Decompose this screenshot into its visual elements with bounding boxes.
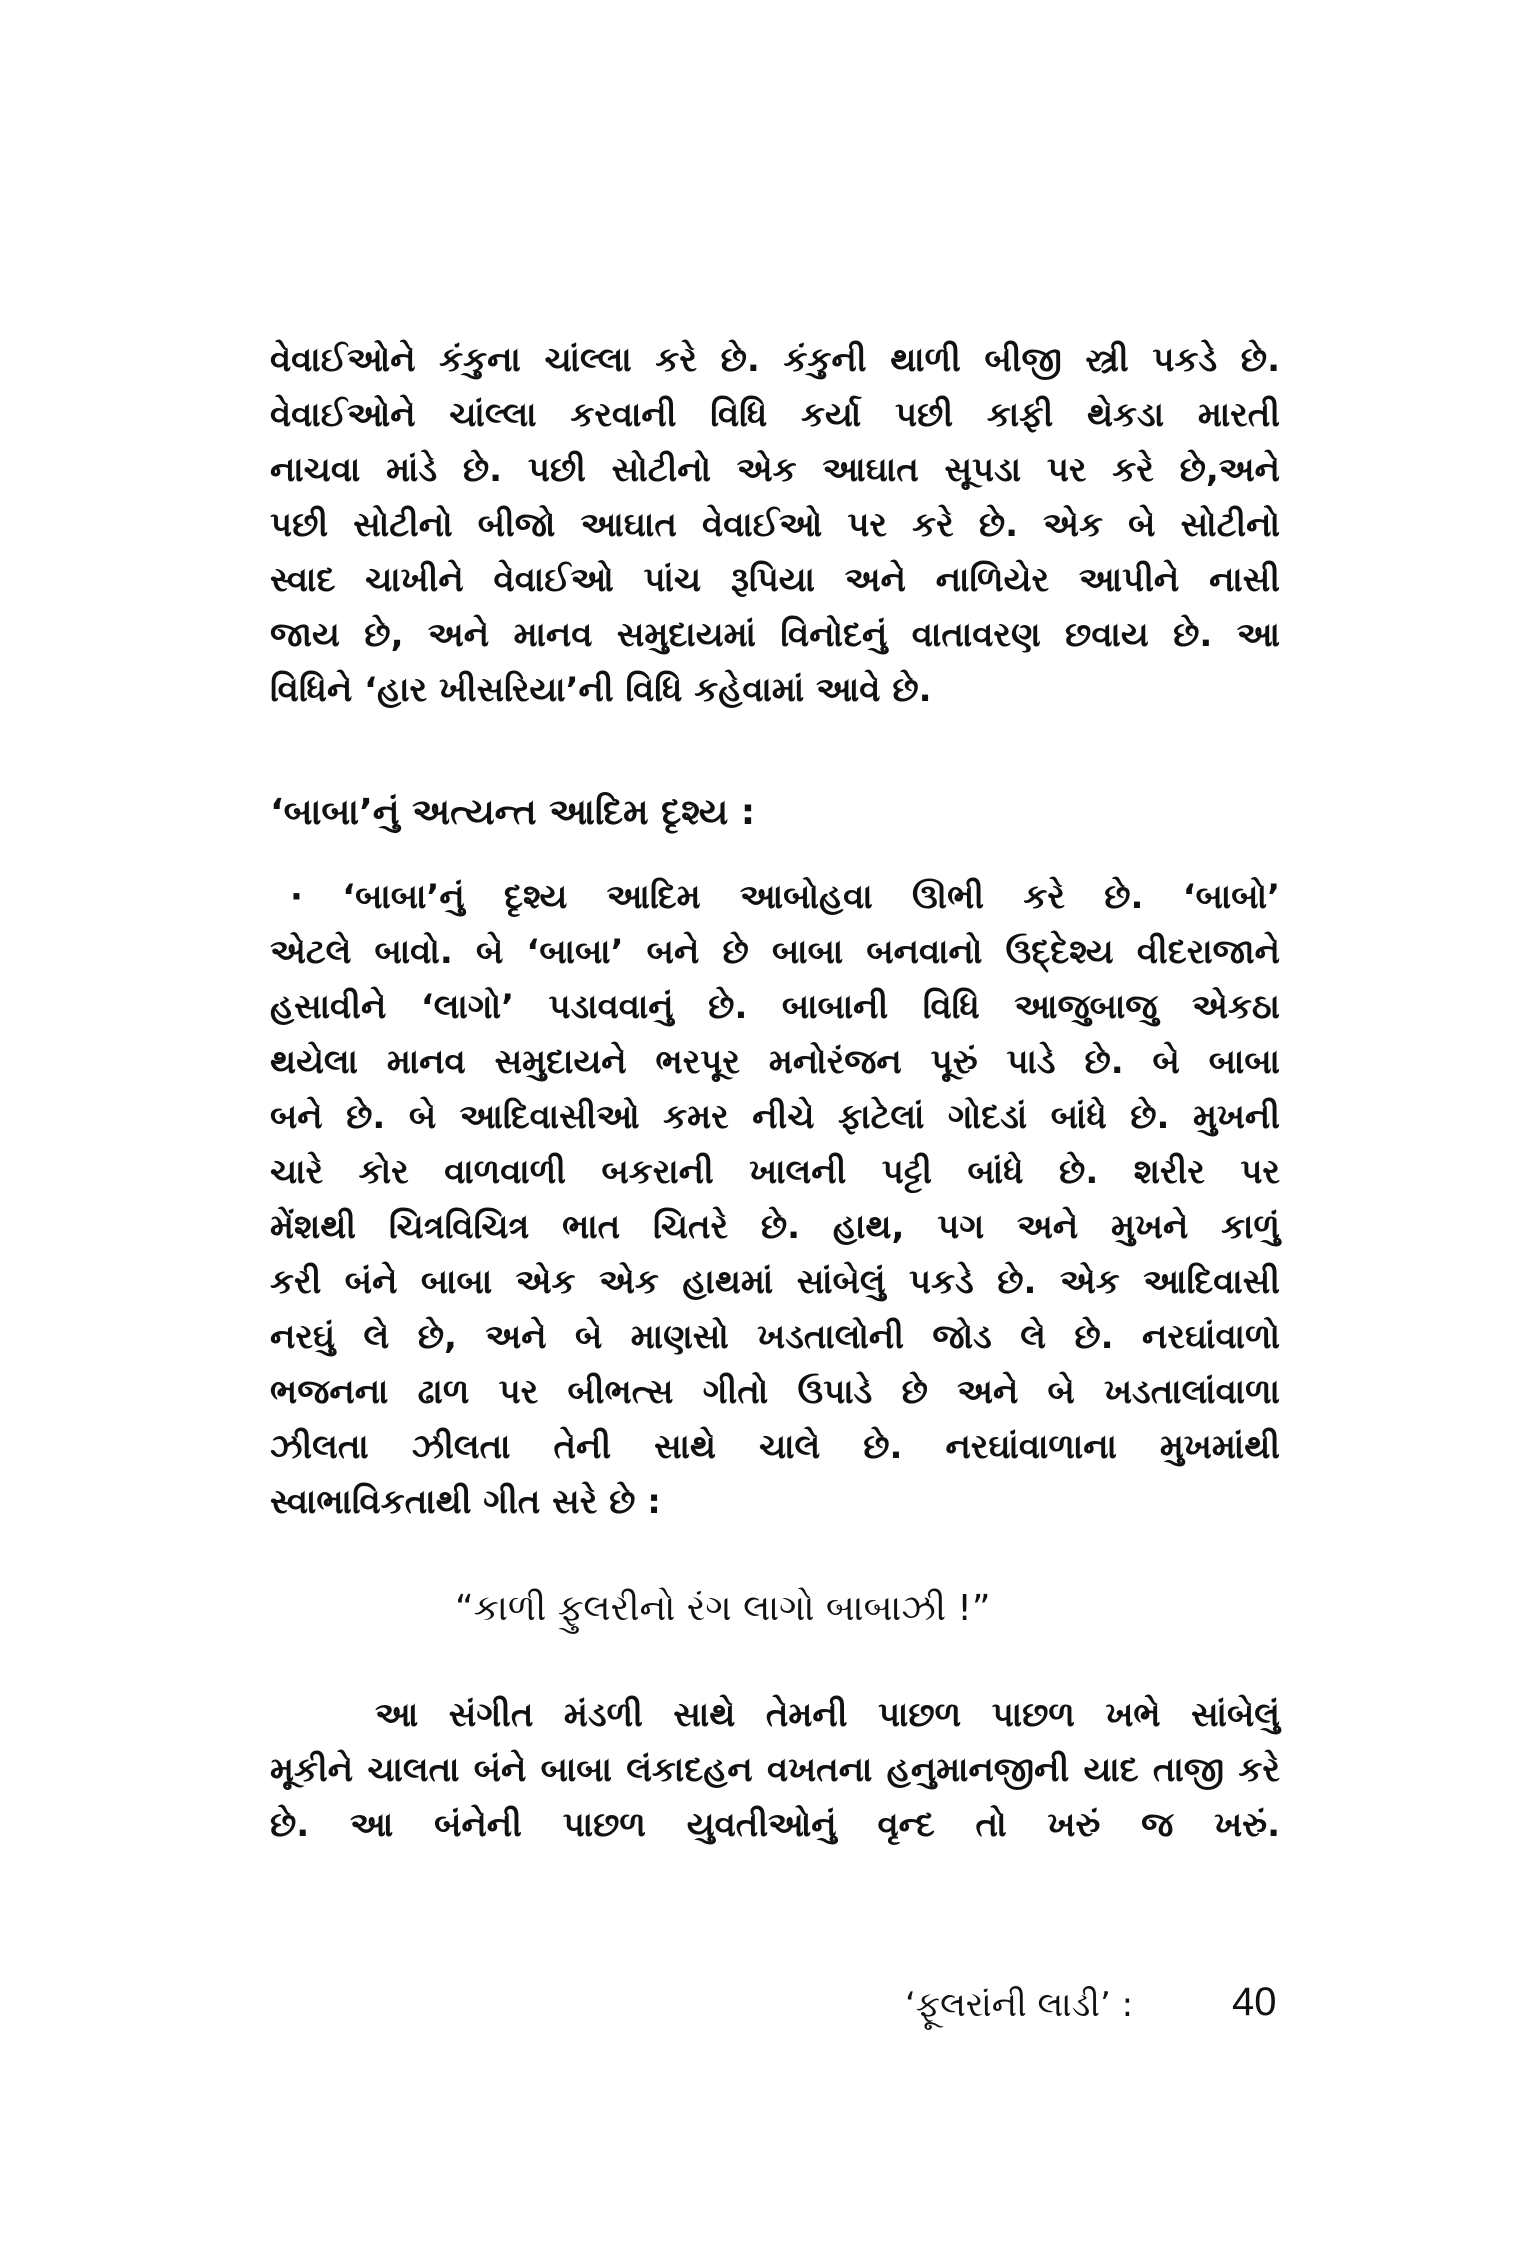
paragraph-1-line-6: જાય છે, અને માનવ સમુદાયમાં વિનોદનું વાતાવરણ છવાય છે. આ — [270, 615, 1280, 655]
page-number: 40 — [1232, 1980, 1277, 2024]
paragraph-2-line-9: નરઘું લે છે, અને બે માણસો ખડતાલોની જોડ લે છે. નરઘાંવાળો — [270, 1317, 1280, 1357]
paragraph-1-line-1: વેવાઈઓને કંકુના ચાંલ્લા કરે છે. કંકુની થાળી બીજી સ્ત્રી પકડે છે. — [270, 340, 1280, 380]
paragraph-2-line-6: ચારે કોર વાળવાળી બકરાની ખાલની પટ્ટી બાંધે છે. શરીર પર — [270, 1152, 1280, 1192]
paragraph-2-line-5: બને છે. બે આદિવાસીઓ કમર નીચે ફાટેલાં ગોદડાં બાંધે છે. મુખની — [270, 1097, 1280, 1137]
paragraph-2-line-2: એટલે બાવો. બે ‘બાબા’ બને છે બાબા બનવાનો ઉદ્દેશ્ય વીદરાજાને — [270, 932, 1280, 972]
paragraph-1-line-4: પછી સોટીનો બીજો આઘાત વેવાઈઓ પર કરે છે. એક બે સોટીનો — [270, 505, 1280, 545]
paragraph-2-line-12: સ્વાભાવિકતાથી ગીત સરે છે : — [270, 1482, 661, 1522]
paragraph-2-line-11: ઝીલતા ઝીલતા તેની સાથે ચાલે છે. નરઘાંવાળાના મુખમાંથી — [270, 1427, 1280, 1467]
paragraph-2-line-4: થયેલા માનવ સમુદાયને ભરપૂર મનોરંજન પૂરું પાડે છે. બે બાબા — [270, 1042, 1280, 1082]
section-heading: ‘બાબા’નું અત્યન્ત આદિમ દૃશ્ય : — [270, 792, 756, 833]
paragraph-3-line-2: મૂકીને ચાલતા બંને બાબા લંકાદહન વખતના હનુમાનજીની યાદ તાજી કરે — [270, 1750, 1280, 1790]
paragraph-2-line-7: મેંશથી ચિત્રવિચિત્ર ભાત ચિતરે છે. હાથ, પગ અને મુખને કાળું — [270, 1207, 1280, 1247]
paragraph-2-line-1: · ‘બાબા’નું દૃશ્ય આદિમ આબોહવા ઊભી કરે છે. ‘બાબો’ — [290, 877, 1280, 917]
paragraph-1-line-2: વેવાઈઓને ચાંલ્લા કરવાની વિધિ કર્યા પછી કાફી થેકડા મારતી — [270, 395, 1280, 435]
paragraph-1-line-5: સ્વાદ ચાખીને વેવાઈઓ પાંચ રૂપિયા અને નાળિયેર આપીને નાસી — [270, 560, 1280, 600]
paragraph-1-line-7: વિધિને ‘હાર ખીસરિયા’ની વિધિ કહેવામાં આવે છે. — [270, 670, 932, 710]
song-quote: “કાળી ફુલરીનો રંગ લાગો બાબાઝી !” — [455, 1588, 991, 1629]
paragraph-2-line-3: હસાવીને ‘લાગો’ પડાવવાનું છે. બાબાની વિધિ આજુબાજુ એકઠા — [270, 987, 1280, 1027]
paragraph-2-line-8: કરી બંને બાબા એક એક હાથમાં સાંબેલું પકડે છે. એક આદિવાસી — [270, 1262, 1280, 1302]
paragraph-3-line-1: આ સંગીત મંડળી સાથે તેમની પાછળ પાછળ ખભે સાંબેલું — [375, 1695, 1280, 1735]
paragraph-2-line-10: ભજનના ઢાળ પર બીભત્સ ગીતો ઉપાડે છે અને બે ખડતાલાંવાળા — [270, 1372, 1280, 1412]
book-title-footer: ‘ફૂલરાંની લાડી’ : — [905, 1985, 1134, 2025]
paragraph-3-line-3: છે. આ બંનેની પાછળ યુવતીઓનું વૃન્દ તો ખરું જ ખરું. — [270, 1805, 1280, 1845]
paragraph-1-line-3: નાચવા માંડે છે. પછી સોટીનો એક આઘાત સૂપડા પર કરે છે,અને — [270, 450, 1280, 490]
